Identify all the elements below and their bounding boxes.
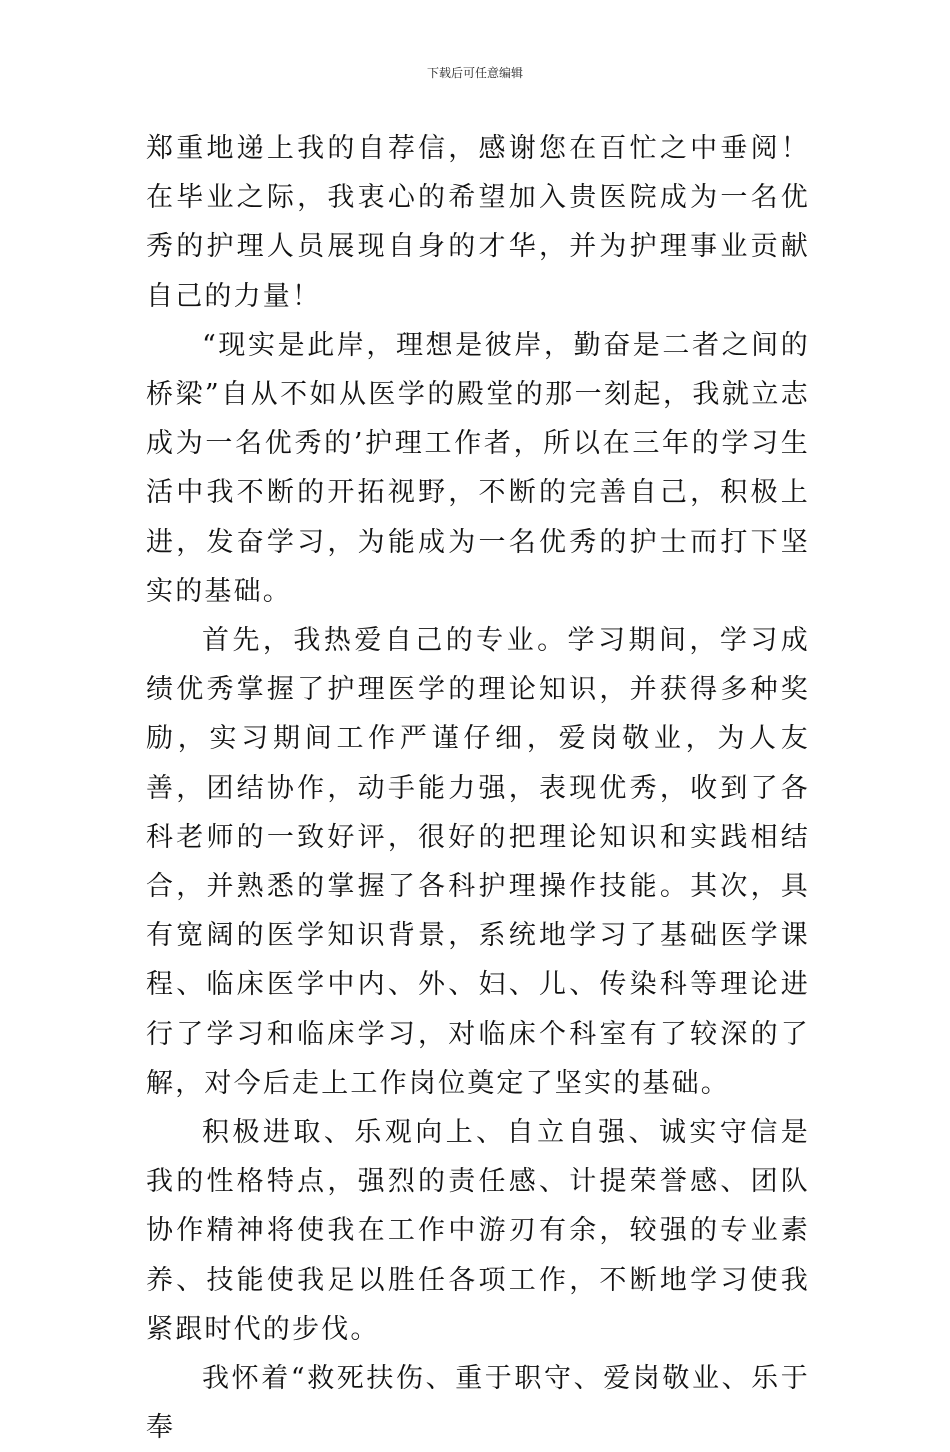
paragraph-skills: 首先，我热爱自己的专业。学习期间，学习成绩优秀掌握了护理医学的理论知识，并获得多种奖励，实习期间工作严谨仔细，爱岗敬业，为人友善，团结协作，动手能力强，表现优秀，收到了各科老师的一致好评，很好的把理论知识和实践相结合，并熟悉的掌握了各科护理操作技能。其次，具有宽阔的医学知识背景，系统地学习了基础医学课程、临床医学中内、外、妇、儿、传染科等理论进行了学习和临床学习，对临床个科室有了较深的了解，对今后走上工作岗位奠定了坚实的基础。 — [146, 625, 810, 1099]
paragraph-intro: 郑重地递上我的自荐信，感谢您在百忙之中垂阅！在毕业之际，我衷心的希望加入贵医院成为一名优秀的护理人员展现自身的才华，并为护理事业贡献自己的力量！ — [146, 133, 810, 312]
paragraph-closing: 我怀着“救死扶伤、重于职守、爱岗敬业、乐于奉 — [146, 1363, 810, 1444]
paragraph-character: 积极进取、乐观向上、自立自强、诚实守信是我的性格特点，强烈的责任感、计提荣誉感、团队协作精神将使我在工作中游刃有余，较强的专业素养、技能使我足以胜任各项工作，不断地学习使我紧跟时代的步伐。 — [146, 1117, 810, 1345]
paragraph-motto: “现实是此岸，理想是彼岸，勤奋是二者之间的桥梁”自从不如从医学的殿堂的那一刻起，我就立志成为一名优秀的’护理工作者，所以在三年的学习生活中我不断的开拓视野，不断的完善自己，积极上进，发奋学习，为能成为一名优秀的护士而打下坚实的基础。 — [146, 329, 810, 607]
letter-body — [146, 124, 810, 1452]
download-note: 下载后可任意编辑 — [426, 66, 523, 80]
